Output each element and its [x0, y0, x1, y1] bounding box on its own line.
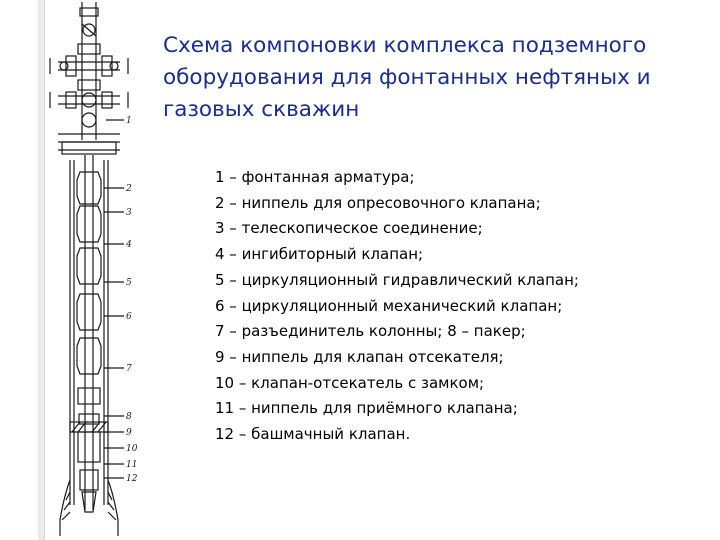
legend-item: 1 – фонтанная арматура;	[215, 168, 415, 186]
legend-item: 11 – ниппель для приёмного клапана;	[215, 399, 518, 418]
legend-item: 5 – циркуляционный гидравлический клапан;	[215, 270, 579, 289]
legend-item: 3 – телескопическое соединение;	[215, 219, 483, 238]
callout-12: 12	[126, 474, 138, 484]
callout-6: 6	[126, 312, 132, 322]
callout-4: 4	[126, 240, 132, 250]
legend-item: 12 – башмачный клапан.	[215, 425, 411, 444]
slide-title	[163, 30, 703, 126]
callout-5: 5	[126, 278, 132, 288]
callout-7: 7	[126, 364, 132, 374]
legend-item: 10 – клапан-отсекатель с замком;	[215, 373, 485, 392]
legend-list	[215, 165, 705, 448]
well-equipment-diagram	[44, 0, 160, 540]
callout-8: 8	[126, 412, 132, 422]
legend-item: 9 – ниппель для клапан отсекателя;	[215, 347, 504, 366]
legend-item: 2 – ниппель для опресовочного клапана;	[215, 193, 541, 212]
title-line: газовых скважин	[163, 97, 360, 122]
title-line: оборудования для фонтанных нефтяных и	[163, 65, 651, 90]
legend-item: 4 – ингибиторный клапан;	[215, 245, 424, 264]
legend-item: 7 – разъединитель колонны; 8 – пакер;	[215, 322, 526, 341]
callout-1: 1	[126, 116, 132, 126]
legend-item: 6 – циркуляционный механический клапан;	[215, 296, 563, 315]
callout-3: 3	[126, 208, 132, 218]
callout-9: 9	[126, 428, 132, 438]
callout-10: 10	[126, 444, 138, 454]
callout-2: 2	[126, 184, 132, 194]
callout-11: 11	[126, 460, 138, 470]
title-line: Схема компоновки комплекса подземного	[163, 33, 647, 58]
